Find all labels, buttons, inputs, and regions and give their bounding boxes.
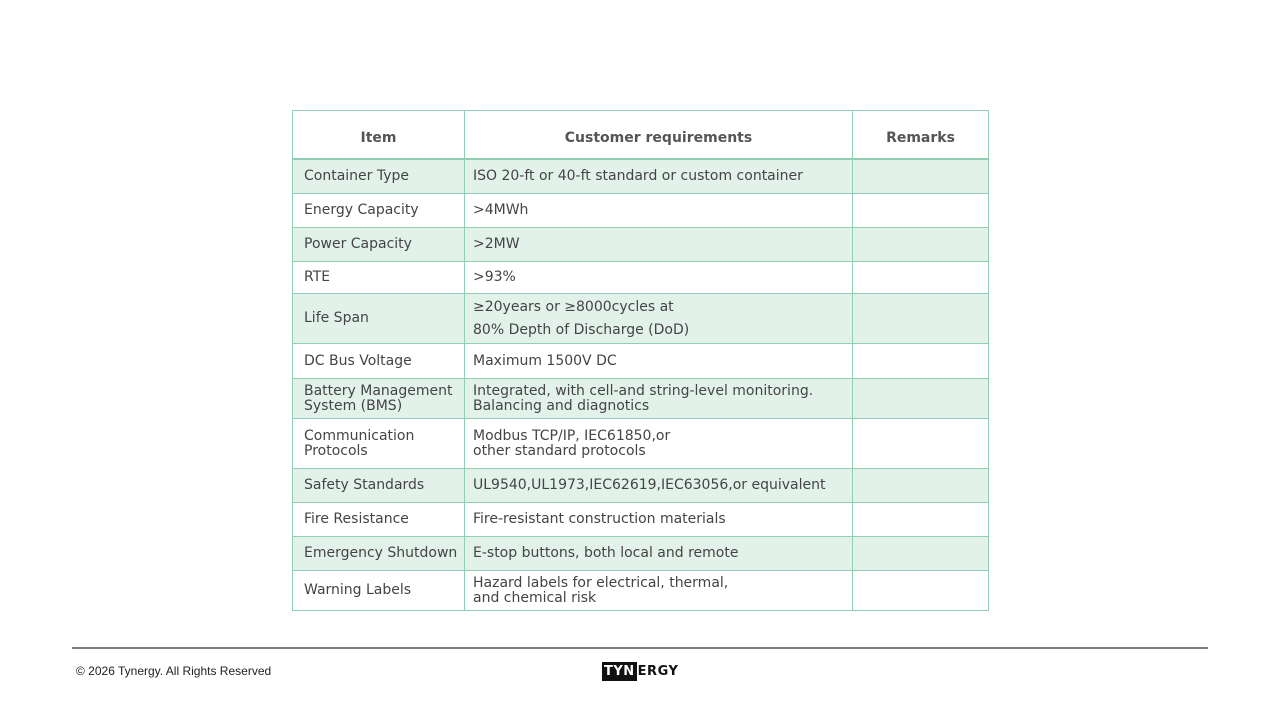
- item-text: Fire Resistance: [304, 511, 409, 527]
- requirement-text: >2MW: [473, 236, 520, 252]
- copyright-text: © 2026 Tynergy. All Rights Reserved: [76, 664, 272, 678]
- requirement-cell: [465, 379, 853, 419]
- requirement-text-line: Modbus TCP/IP, IEC61850,or: [473, 427, 671, 444]
- table-row: [293, 571, 989, 611]
- item-cell: [293, 228, 465, 262]
- requirement-text-line: and chemical risk: [473, 589, 597, 606]
- requirement-text-line: 80% Depth of Discharge (DoD): [473, 321, 690, 338]
- item-text: DC Bus Voltage: [304, 352, 412, 369]
- requirement-text: >4MWh: [473, 202, 529, 218]
- table-row: [293, 194, 989, 228]
- table-row: [293, 537, 989, 571]
- requirement-text: E-stop buttons, both local and remote: [473, 545, 739, 561]
- requirement-cell: [465, 159, 853, 194]
- requirement-cell: [465, 228, 853, 262]
- item-text: Warning Labels: [304, 582, 412, 598]
- requirement-cell: [465, 194, 853, 228]
- item-text: Container Type: [304, 167, 410, 184]
- item-cell: [293, 419, 465, 469]
- table-header-row: [293, 111, 989, 159]
- item-text: Life Span: [304, 310, 369, 326]
- requirement-cell: [465, 571, 853, 611]
- requirement-cell: [465, 419, 853, 469]
- table-row: [293, 469, 989, 503]
- remarks-cell: [853, 294, 989, 344]
- table-row: [293, 379, 989, 419]
- item-cell: [293, 194, 465, 228]
- remarks-cell: [853, 571, 989, 611]
- requirement-text: >93%: [473, 269, 516, 285]
- requirement-text: Maximum 1500V DC: [473, 352, 617, 369]
- item-text-line: System (BMS): [304, 397, 403, 414]
- item-cell: [293, 537, 465, 571]
- remarks-cell: [853, 194, 989, 228]
- remarks-cell: [853, 159, 989, 194]
- item-text-line: Protocols: [304, 442, 368, 459]
- table-row: [293, 419, 989, 469]
- requirement-cell: [465, 344, 853, 379]
- header-customer-requirements: Customer requirements: [465, 111, 853, 159]
- table-row: [293, 228, 989, 262]
- table-row: [293, 294, 989, 344]
- requirement-cell: [465, 503, 853, 537]
- item-text: RTE: [304, 269, 331, 285]
- item-cell: [293, 571, 465, 611]
- item-cell: [293, 379, 465, 419]
- requirement-text-line: other standard protocols: [473, 442, 646, 459]
- remarks-cell: [853, 344, 989, 379]
- remarks-cell: [853, 228, 989, 262]
- item-text: Safety Standards: [304, 477, 425, 493]
- item-cell: [293, 503, 465, 537]
- requirement-text-line: Balancing and diagnotics: [473, 397, 650, 414]
- header-item: Item: [293, 111, 465, 159]
- requirement-text-line: ≥20years or ≥8000cycles at: [473, 298, 674, 315]
- table-row: [293, 503, 989, 537]
- item-cell: [293, 262, 465, 294]
- item-text: Energy Capacity: [304, 202, 419, 218]
- item-text-line: Communication: [304, 427, 415, 444]
- logo-text: ERGY: [637, 664, 679, 679]
- item-cell: [293, 344, 465, 379]
- table-row: [293, 344, 989, 379]
- requirement-cell: [465, 469, 853, 503]
- item-text-line: Battery Management: [304, 382, 453, 399]
- item-text: Power Capacity: [304, 236, 412, 252]
- requirement-cell: [465, 537, 853, 571]
- item-cell: [293, 469, 465, 503]
- logo-highlight: TYN: [604, 664, 635, 679]
- tynergy-logo: [602, 662, 678, 681]
- table-row: [293, 262, 989, 294]
- requirement-text: UL9540,UL1973,IEC62619,IEC63056,or equivalent: [473, 477, 826, 493]
- requirement-text: Fire-resistant construction materials: [473, 511, 726, 527]
- item-cell: [293, 294, 465, 344]
- header-remarks: Remarks: [853, 111, 989, 159]
- footer-divider: [72, 647, 1208, 649]
- requirements-table: [292, 110, 989, 611]
- remarks-cell: [853, 537, 989, 571]
- requirement-text: ISO 20-ft or 40-ft standard or custom container: [473, 167, 803, 184]
- item-cell: [293, 159, 465, 194]
- remarks-cell: [853, 419, 989, 469]
- requirement-text-line: Integrated, with cell-and string-level monitoring.: [473, 382, 814, 399]
- table-row: [293, 159, 989, 194]
- remarks-cell: [853, 262, 989, 294]
- remarks-cell: [853, 469, 989, 503]
- item-text: Emergency Shutdown: [304, 545, 458, 561]
- requirement-cell: [465, 294, 853, 344]
- requirement-text-line: Hazard labels for electrical, thermal,: [473, 574, 729, 591]
- remarks-cell: [853, 379, 989, 419]
- remarks-cell: [853, 503, 989, 537]
- requirement-cell: [465, 262, 853, 294]
